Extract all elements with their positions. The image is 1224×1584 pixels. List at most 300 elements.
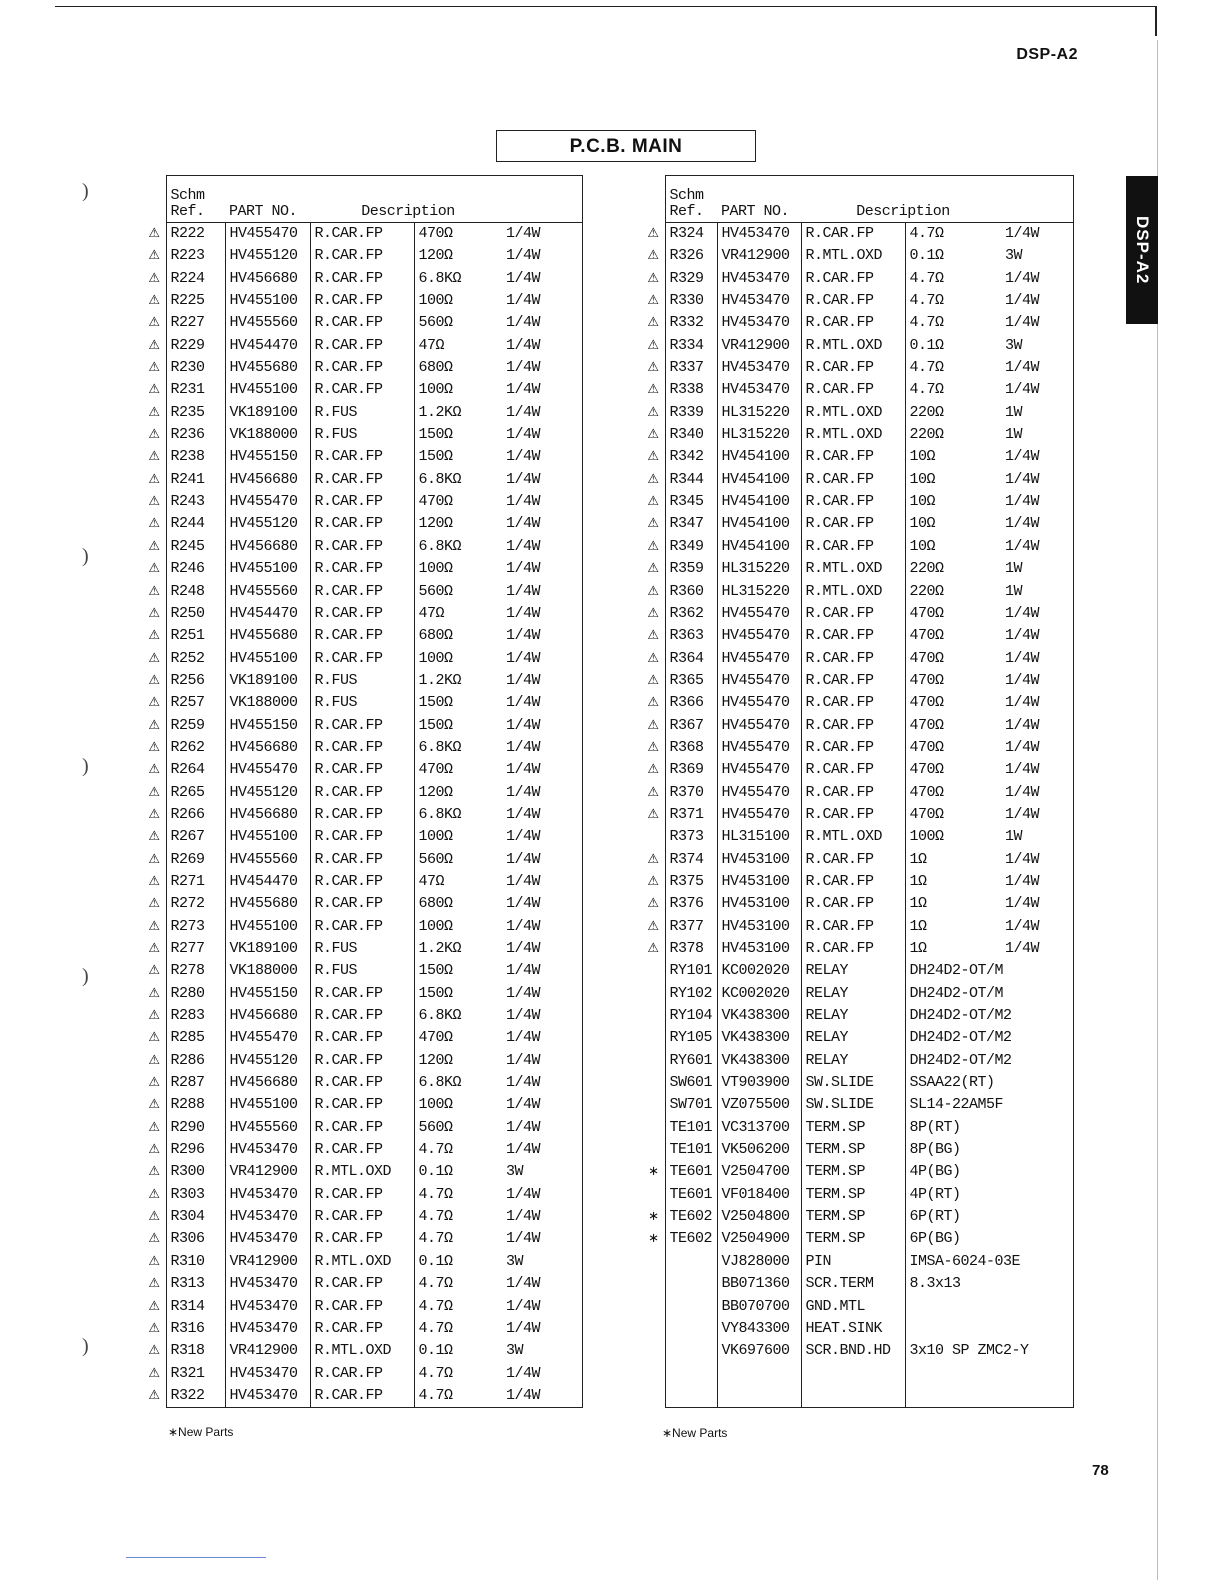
part-value: 470Ω — [414, 759, 502, 781]
part-rating: 1/4W — [1001, 916, 1073, 938]
safety-mark: ⚠ — [148, 1164, 160, 1180]
schm-ref: R264 — [166, 759, 225, 781]
schm-ref: R250 — [166, 603, 225, 625]
schm-ref: R277 — [166, 938, 225, 960]
safety-mark: ⚠ — [148, 1097, 160, 1113]
part-number: HV454100 — [717, 446, 801, 468]
part-number: HV456680 — [225, 737, 310, 759]
part-value: 150Ω — [414, 446, 502, 468]
part-rating: 1/4W — [502, 1228, 582, 1250]
part-rating: 1/4W — [502, 245, 582, 267]
part-number: HV453470 — [225, 1273, 310, 1295]
table-row — [132, 826, 582, 848]
table-row — [624, 1206, 1073, 1228]
part-value: 6.8KΩ — [414, 1005, 502, 1027]
part-rating: 1W — [1001, 424, 1073, 446]
part-type: R.CAR.FP — [310, 715, 414, 737]
part-value: SSAA22(RT) — [905, 1072, 1073, 1094]
part-rating — [1001, 1318, 1073, 1340]
part-type: R.CAR.FP — [310, 1385, 414, 1408]
table-row — [624, 312, 1073, 334]
safety-mark: ⚠ — [148, 851, 160, 867]
part-number: HV453100 — [717, 938, 801, 960]
part-value: 4.7Ω — [905, 312, 1001, 334]
part-value: 150Ω — [414, 424, 502, 446]
schm-ref: R321 — [166, 1363, 225, 1385]
part-number: VK188000 — [225, 960, 310, 982]
schm-ref: R359 — [665, 558, 717, 580]
part-number: VK697600 — [717, 1340, 801, 1362]
part-value: 10Ω — [905, 536, 1001, 558]
safety-mark: ⚠ — [148, 248, 160, 264]
table-row — [624, 1005, 1073, 1027]
schm-ref: R329 — [665, 268, 717, 290]
part-number: KC002020 — [717, 960, 801, 982]
safety-mark — [624, 1050, 665, 1072]
table-row — [132, 670, 582, 692]
part-number: HV456680 — [225, 469, 310, 491]
part-type: SW.SLIDE — [801, 1094, 905, 1116]
part-rating: 1/4W — [1001, 938, 1073, 960]
part-number: HV455560 — [225, 581, 310, 603]
part-value: 4.7Ω — [905, 379, 1001, 401]
part-number: HV455100 — [225, 648, 310, 670]
part-value: 47Ω — [414, 871, 502, 893]
header-part-no: PART NO. — [225, 176, 310, 223]
part-value: 150Ω — [414, 960, 502, 982]
part-value: DH24D2-OT/M2 — [905, 1005, 1073, 1027]
part-value: 6P(BG) — [905, 1228, 1001, 1250]
schm-ref: R273 — [166, 916, 225, 938]
part-value: 4.7Ω — [905, 357, 1001, 379]
table-row — [132, 1318, 582, 1340]
safety-mark — [624, 1318, 665, 1340]
part-type: R.CAR.FP — [801, 759, 905, 781]
table-row — [624, 1027, 1073, 1049]
part-type: R.CAR.FP — [801, 312, 905, 334]
schm-ref: R257 — [166, 692, 225, 714]
schm-ref: R271 — [166, 871, 225, 893]
part-rating: 1/4W — [1001, 648, 1073, 670]
part-rating: 1/4W — [502, 849, 582, 871]
part-rating: 1/4W — [1001, 536, 1073, 558]
table-row — [624, 1161, 1073, 1183]
safety-mark: ⚠ — [647, 270, 659, 286]
part-number: HV454470 — [225, 603, 310, 625]
table-row — [132, 871, 582, 893]
table-row — [132, 916, 582, 938]
part-rating: 1/4W — [502, 1139, 582, 1161]
part-number: VR412900 — [225, 1340, 310, 1362]
schm-ref: R236 — [166, 424, 225, 446]
safety-mark: ∗ — [648, 1231, 659, 1247]
part-type: R.CAR.FP — [310, 469, 414, 491]
table-row — [132, 1072, 582, 1094]
table-row — [624, 1340, 1073, 1362]
part-number: BB070700 — [717, 1296, 801, 1318]
safety-mark: ⚠ — [647, 628, 659, 644]
part-rating — [1001, 1273, 1073, 1295]
part-number: VK188000 — [225, 692, 310, 714]
part-type: TERM.SP — [801, 1139, 905, 1161]
part-type: R.CAR.FP — [310, 893, 414, 915]
schm-ref: R243 — [166, 491, 225, 513]
table-row — [132, 290, 582, 312]
table-row — [132, 379, 582, 401]
table-row — [624, 871, 1073, 893]
schm-ref: TE602 — [665, 1228, 717, 1250]
part-type: RELAY — [801, 1027, 905, 1049]
part-type: R.CAR.FP — [801, 804, 905, 826]
table-row — [624, 893, 1073, 915]
part-number: HV453470 — [225, 1184, 310, 1206]
safety-mark — [624, 1363, 665, 1385]
table-row — [624, 849, 1073, 871]
part-rating: 1/4W — [502, 737, 582, 759]
safety-mark: ⚠ — [647, 941, 659, 956]
part-number: HV455470 — [225, 223, 310, 246]
safety-mark: ⚠ — [148, 896, 160, 912]
table-row — [624, 1318, 1073, 1340]
part-type: R.CAR.FP — [310, 759, 414, 781]
table-row — [132, 581, 582, 603]
part-type: R.CAR.FP — [801, 737, 905, 759]
part-rating: 1/4W — [1001, 513, 1073, 535]
part-number: HV453470 — [717, 223, 801, 246]
safety-mark: ⚠ — [148, 315, 160, 331]
schm-ref: R225 — [166, 290, 225, 312]
part-type: R.CAR.FP — [310, 446, 414, 468]
part-rating — [1001, 1161, 1073, 1183]
part-type — [801, 1363, 905, 1385]
schm-ref: R366 — [665, 692, 717, 714]
part-value — [905, 1385, 1001, 1408]
schm-ref: R324 — [665, 223, 717, 246]
part-number: HV455470 — [717, 670, 801, 692]
part-value: 120Ω — [414, 513, 502, 535]
part-type: R.FUS — [310, 960, 414, 982]
header-schm-ref — [665, 176, 717, 223]
part-number: VK189100 — [225, 402, 310, 424]
safety-mark — [624, 1005, 665, 1027]
table-row — [132, 1206, 582, 1228]
part-number: HV455120 — [225, 782, 310, 804]
safety-mark: ⚠ — [148, 360, 160, 376]
table-row — [624, 1184, 1073, 1206]
part-number: HV455680 — [225, 893, 310, 915]
part-value: 120Ω — [414, 782, 502, 804]
schm-ref: R235 — [166, 402, 225, 424]
part-number: HV455470 — [225, 1027, 310, 1049]
part-value: 10Ω — [905, 469, 1001, 491]
part-number: HV455120 — [225, 245, 310, 267]
safety-mark: ⚠ — [148, 1030, 160, 1046]
part-type: R.CAR.FP — [310, 826, 414, 848]
schm-ref: R227 — [166, 312, 225, 334]
part-number: VK189100 — [225, 938, 310, 960]
part-number: HV455100 — [225, 1094, 310, 1116]
part-number: HV454100 — [717, 513, 801, 535]
part-number: VK438300 — [717, 1027, 801, 1049]
schm-ref: R367 — [665, 715, 717, 737]
part-type: R.CAR.FP — [310, 1050, 414, 1072]
safety-mark: ⚠ — [647, 873, 659, 889]
part-number: HV453470 — [717, 312, 801, 334]
part-number: HV456680 — [225, 268, 310, 290]
table-row — [132, 357, 582, 379]
part-type: R.CAR.FP — [801, 849, 905, 871]
part-type: R.CAR.FP — [310, 1363, 414, 1385]
part-rating — [1001, 1117, 1073, 1139]
schm-ref: TE101 — [665, 1117, 717, 1139]
part-value: 560Ω — [414, 849, 502, 871]
part-value: 220Ω — [905, 581, 1001, 603]
part-number: VK506200 — [717, 1139, 801, 1161]
part-rating: 1/4W — [502, 1184, 582, 1206]
table-row — [132, 223, 582, 246]
part-value: 1Ω — [905, 893, 1001, 915]
schm-ref: R344 — [665, 469, 717, 491]
part-number: HV454100 — [717, 536, 801, 558]
part-value: 470Ω — [905, 603, 1001, 625]
schm-ref: TE101 — [665, 1139, 717, 1161]
part-number: HV455120 — [225, 1050, 310, 1072]
schm-ref: TE601 — [665, 1161, 717, 1183]
schm-ref: TE601 — [665, 1184, 717, 1206]
header-description: Description — [310, 176, 502, 223]
table-row — [624, 1273, 1073, 1295]
binding-mark: ) — [82, 1335, 89, 1357]
schm-ref: R376 — [665, 893, 717, 915]
header-ref: Ref. — [170, 203, 205, 220]
part-type: PIN — [801, 1251, 905, 1273]
part-value: 470Ω — [905, 625, 1001, 647]
part-number: VR412900 — [717, 245, 801, 267]
part-rating: 1/4W — [1001, 782, 1073, 804]
schm-ref — [665, 1251, 717, 1273]
part-rating: 1/4W — [502, 759, 582, 781]
table-row — [624, 692, 1073, 714]
table-row — [624, 558, 1073, 580]
part-type: R.CAR.FP — [310, 648, 414, 670]
part-value: 0.1Ω — [905, 245, 1001, 267]
safety-mark: ⚠ — [647, 293, 659, 309]
part-value — [905, 1363, 1001, 1385]
part-rating: 1/4W — [1001, 469, 1073, 491]
part-number: HV453470 — [717, 379, 801, 401]
table-row — [132, 893, 582, 915]
schm-ref — [665, 1273, 717, 1295]
part-rating: 1/4W — [502, 223, 582, 246]
part-value: 0.1Ω — [414, 1340, 502, 1362]
binding-mark: ) — [82, 180, 89, 202]
part-value: 0.1Ω — [905, 335, 1001, 357]
part-value: 680Ω — [414, 357, 502, 379]
part-type: R.FUS — [310, 938, 414, 960]
part-number: HV455150 — [225, 983, 310, 1005]
part-number: HV455100 — [225, 290, 310, 312]
table-row — [624, 737, 1073, 759]
part-number: VJ828000 — [717, 1251, 801, 1273]
part-value: 470Ω — [905, 759, 1001, 781]
part-rating: 1/4W — [502, 1050, 582, 1072]
part-rating: 1/4W — [502, 1363, 582, 1385]
table-row — [624, 983, 1073, 1005]
part-rating: 3W — [502, 1251, 582, 1273]
safety-mark — [624, 826, 665, 848]
schm-ref: R375 — [665, 871, 717, 893]
table-row — [624, 804, 1073, 826]
safety-mark: ⚠ — [647, 248, 659, 264]
part-number: V2504900 — [717, 1228, 801, 1250]
safety-mark: ⚠ — [647, 360, 659, 376]
table-row — [624, 715, 1073, 737]
schm-ref: R286 — [166, 1050, 225, 1072]
part-rating: 1/4W — [502, 1318, 582, 1340]
part-value: 4.7Ω — [905, 268, 1001, 290]
schm-ref: R349 — [665, 536, 717, 558]
part-number: HV453470 — [225, 1385, 310, 1408]
part-rating: 1/4W — [502, 424, 582, 446]
table-row — [624, 245, 1073, 267]
header-schm: Schm — [170, 187, 205, 204]
schm-ref: R332 — [665, 312, 717, 334]
part-number: VF018400 — [717, 1184, 801, 1206]
part-value: 1Ω — [905, 849, 1001, 871]
safety-mark: ⚠ — [148, 337, 160, 353]
part-value: 6.8KΩ — [414, 804, 502, 826]
safety-mark: ⚠ — [148, 471, 160, 487]
safety-mark: ⚠ — [148, 672, 160, 688]
part-value: 100Ω — [905, 826, 1001, 848]
part-type: R.CAR.FP — [310, 558, 414, 580]
part-type: RELAY — [801, 983, 905, 1005]
schm-ref — [665, 1296, 717, 1318]
schm-ref: R269 — [166, 849, 225, 871]
part-value: 4.7Ω — [905, 290, 1001, 312]
part-type: TERM.SP — [801, 1206, 905, 1228]
table-row — [624, 938, 1073, 960]
part-rating: 1/4W — [502, 893, 582, 915]
part-rating: 1/4W — [502, 938, 582, 960]
schm-ref: R364 — [665, 648, 717, 670]
table-row — [132, 1363, 582, 1385]
part-value: 1Ω — [905, 916, 1001, 938]
schm-ref: R248 — [166, 581, 225, 603]
table-row — [624, 1363, 1073, 1385]
part-value: 4.7Ω — [414, 1363, 502, 1385]
part-rating: 1/4W — [502, 581, 582, 603]
table-row — [132, 245, 582, 267]
part-type: R.CAR.FP — [801, 290, 905, 312]
section-title: P.C.B. MAIN — [496, 130, 756, 162]
schm-ref: R330 — [665, 290, 717, 312]
table-row — [624, 1296, 1073, 1318]
part-rating: 1/4W — [502, 603, 582, 625]
part-rating: 1W — [1001, 826, 1073, 848]
part-number: HV454470 — [225, 871, 310, 893]
part-value: SL14-22AM5F — [905, 1094, 1073, 1116]
table-row — [132, 1117, 582, 1139]
part-type: R.CAR.FP — [801, 603, 905, 625]
schm-ref: R340 — [665, 424, 717, 446]
safety-mark — [624, 1273, 665, 1295]
part-rating: 1/4W — [502, 1296, 582, 1318]
part-type: R.CAR.FP — [310, 1027, 414, 1049]
table-row — [132, 446, 582, 468]
table-row — [624, 424, 1073, 446]
part-number: HV455470 — [717, 737, 801, 759]
safety-mark: ⚠ — [148, 1075, 160, 1091]
part-rating: 1/4W — [502, 379, 582, 401]
part-type: RELAY — [801, 1005, 905, 1027]
part-type: RELAY — [801, 1050, 905, 1072]
new-parts-note: ∗New Parts — [662, 1426, 728, 1440]
part-rating — [1001, 1363, 1073, 1385]
header-schm-ref — [166, 176, 225, 223]
table-row — [132, 513, 582, 535]
safety-mark: ⚠ — [647, 561, 659, 577]
part-rating: 1/4W — [502, 1273, 582, 1295]
schm-ref: R369 — [665, 759, 717, 781]
part-number: HV455150 — [225, 715, 310, 737]
table-row — [132, 1385, 582, 1408]
part-value: 8P(BG) — [905, 1139, 1001, 1161]
part-value: 6.8KΩ — [414, 469, 502, 491]
safety-mark — [624, 1117, 665, 1139]
part-value: 470Ω — [905, 804, 1001, 826]
safety-mark: ⚠ — [148, 1209, 160, 1225]
schm-ref: R245 — [166, 536, 225, 558]
table-row — [624, 782, 1073, 804]
safety-mark: ⚠ — [647, 672, 659, 688]
safety-mark — [624, 1027, 665, 1049]
table-row — [132, 335, 582, 357]
table-row — [624, 446, 1073, 468]
part-type: R.CAR.FP — [310, 1072, 414, 1094]
part-number: VK188000 — [225, 424, 310, 446]
part-number: HV453470 — [225, 1318, 310, 1340]
part-rating: 1W — [1001, 402, 1073, 424]
part-number: HV455100 — [225, 558, 310, 580]
table-row — [624, 379, 1073, 401]
schm-ref — [665, 1340, 717, 1362]
part-type: R.CAR.FP — [310, 871, 414, 893]
new-parts-note: ∗New Parts — [168, 1425, 234, 1439]
part-number: HV453470 — [717, 290, 801, 312]
safety-mark: ⚠ — [148, 561, 160, 577]
part-rating: 1/4W — [502, 402, 582, 424]
schm-ref — [665, 1385, 717, 1408]
part-number: HV455100 — [225, 916, 310, 938]
schm-ref: R251 — [166, 625, 225, 647]
part-number: HV455560 — [225, 849, 310, 871]
part-number: HL315100 — [717, 826, 801, 848]
part-type: R.FUS — [310, 402, 414, 424]
part-type: R.CAR.FP — [801, 782, 905, 804]
part-value: DH24D2-OT/M — [905, 960, 1073, 982]
safety-mark — [624, 1340, 665, 1362]
safety-mark: ⚠ — [647, 605, 659, 621]
table-row — [624, 1050, 1073, 1072]
schm-ref: R370 — [665, 782, 717, 804]
table-row — [132, 469, 582, 491]
parts-table-left — [132, 175, 583, 1408]
part-type: R.CAR.FP — [310, 1184, 414, 1206]
part-value: 150Ω — [414, 983, 502, 1005]
part-value: 6.8KΩ — [414, 1072, 502, 1094]
part-value: 220Ω — [905, 402, 1001, 424]
